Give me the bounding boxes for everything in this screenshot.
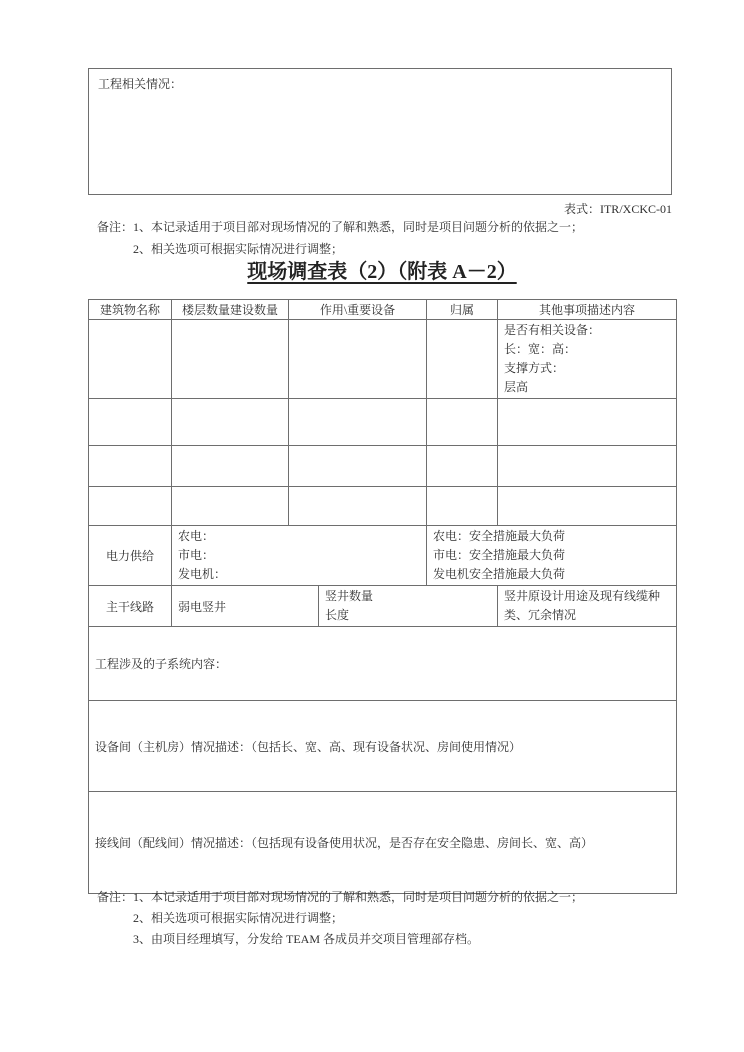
shaft-metric-line: 长度 — [325, 608, 350, 622]
empty-cell — [427, 487, 498, 526]
empty-cell — [498, 487, 677, 526]
weak-current-shaft-cell: 弱电竖井 — [172, 586, 319, 627]
shaft-metrics-cell — [319, 586, 498, 627]
wiring-room-row — [89, 792, 677, 894]
building-row-3 — [89, 446, 677, 487]
bottom-note-line-3: 3、由项目经理填写，分发给 TEAM 各成员并交项目管理部存档。 — [133, 932, 479, 946]
power-safety-cell — [427, 526, 677, 586]
trunk-line-row — [89, 586, 677, 627]
detail-line: 层高 — [504, 380, 529, 394]
header-other-details: 其他事项描述内容 — [498, 300, 677, 320]
detail-line: 支撑方式： — [504, 361, 565, 375]
shaft-metric-line: 竖井数量 — [325, 589, 374, 603]
equipment-room-row — [89, 701, 677, 792]
bottom-notes — [97, 887, 583, 950]
site-survey-table — [88, 299, 677, 894]
header-ownership: 归属 — [427, 300, 498, 320]
header-function-equipment: 作用\重要设备 — [289, 300, 427, 320]
empty-cell — [172, 446, 289, 487]
power-safety-line: 发电机安全措施最大负荷 — [433, 567, 566, 581]
empty-cell — [498, 399, 677, 446]
empty-cell — [172, 399, 289, 446]
top-notes — [97, 216, 583, 260]
form-title: 现场调查表（2）（附表 A－2） — [247, 261, 517, 283]
other-details-cell — [498, 320, 677, 399]
power-safety-line: 农电：安全措施最大负荷 — [433, 529, 566, 543]
header-floor-count: 楼层数量建设数量 — [172, 300, 289, 320]
bottom-note-line-1: 备注：1、本记录适用于项目部对现场情况的了解和熟悉，同时是项目问题分析的依据之一； — [97, 890, 584, 904]
table-header-row — [89, 300, 677, 320]
building-row-4 — [89, 487, 677, 526]
trunk-line-label-cell: 主干线路 — [89, 586, 172, 627]
empty-cell — [89, 446, 172, 487]
empty-cell — [427, 446, 498, 487]
empty-cell — [289, 399, 427, 446]
power-source-line: 市电： — [178, 548, 215, 562]
shaft-usage-text: 竖井原设计用途及现有线缆种类、冗余情况 — [504, 589, 661, 622]
detail-line: 长：宽：高： — [504, 342, 577, 356]
power-safety-line: 市电：安全措施最大负荷 — [433, 548, 566, 562]
empty-cell — [172, 320, 289, 399]
shaft-usage-cell — [498, 586, 677, 627]
project-info-box — [88, 68, 672, 195]
empty-cell — [289, 487, 427, 526]
top-note-line-1: 备注：1、本记录适用于项目部对现场情况的了解和熟悉，同时是项目问题分析的依据之一； — [97, 220, 584, 234]
power-supply-label-cell: 电力供给 — [89, 526, 172, 586]
building-row-2 — [89, 399, 677, 446]
power-supply-row — [89, 526, 677, 586]
empty-cell — [89, 487, 172, 526]
building-row-1 — [89, 320, 677, 399]
equipment-room-cell: 设备间（主机房）情况描述：（包括长、宽、高、现有设备状况、房间使用情况） — [89, 701, 677, 792]
subsystem-row — [89, 627, 677, 701]
project-info-label: 工程相关情况： — [98, 77, 183, 91]
top-note-line-2: 2、相关选项可根据实际情况进行调整； — [133, 242, 344, 256]
empty-cell — [427, 320, 498, 399]
wiring-room-cell: 接线间（配线间）情况描述：（包括现有设备使用状况，是否存在安全隐患、房间长、宽、高） — [89, 792, 677, 894]
power-source-line: 发电机： — [178, 567, 227, 581]
empty-cell — [289, 320, 427, 399]
detail-line: 是否有相关设备： — [504, 323, 601, 337]
empty-cell — [498, 446, 677, 487]
power-source-line: 农电： — [178, 529, 215, 543]
empty-cell — [172, 487, 289, 526]
form-code-label: 表式：ITR/XCKC-01 — [563, 202, 672, 216]
bottom-note-line-2: 2、相关选项可根据实际情况进行调整； — [133, 911, 344, 925]
header-building-name: 建筑物名称 — [89, 300, 172, 320]
empty-cell — [289, 446, 427, 487]
empty-cell — [89, 320, 172, 399]
power-sources-cell — [172, 526, 427, 586]
empty-cell — [89, 399, 172, 446]
empty-cell — [427, 399, 498, 446]
subsystem-content-cell: 工程涉及的子系统内容： — [89, 627, 677, 701]
